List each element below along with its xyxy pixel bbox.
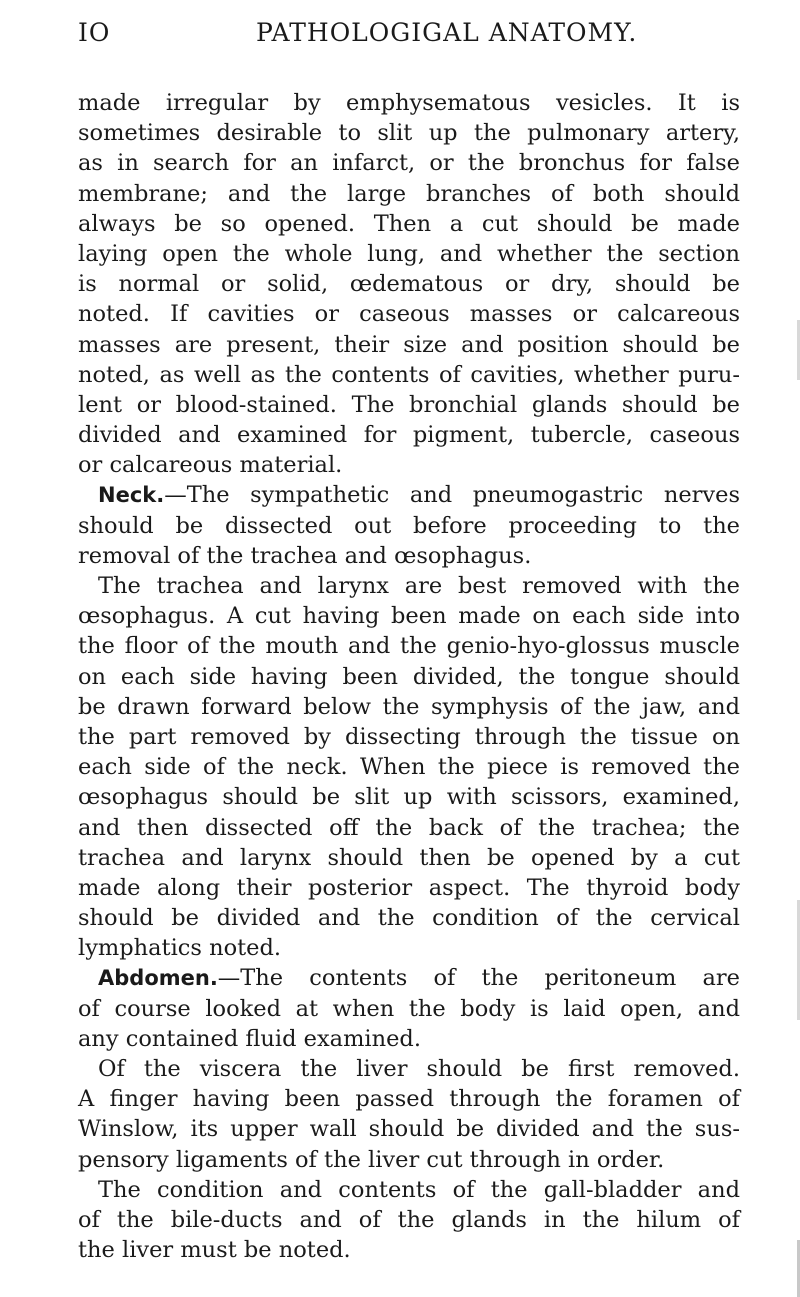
text-line: made irregular by emphysematous vesicles. It is	[78, 90, 740, 116]
text-line: or calcareous material.	[78, 452, 343, 479]
text-line: Winslow, its upper wall should be divided and the sus-	[78, 1116, 740, 1143]
text-line: œsophagus should be slit up with scissors, examined,	[78, 784, 740, 811]
text-line: each side of the neck. When the piece is removed the	[78, 754, 740, 781]
text-line: is normal or solid, œdematous or dry, should be	[78, 271, 740, 298]
text-line: laying open the whole lung, and whether the section	[78, 240, 740, 267]
text-line: the liver must be noted.	[78, 1237, 351, 1264]
text-line: noted. If cavities or caseous masses or calcareous	[78, 301, 740, 328]
text-line: be drawn forward below the symphysis of the jaw, and	[78, 693, 740, 720]
running-head	[78, 18, 738, 52]
text-line: and then dissected off the back of the trachea; the	[78, 814, 740, 841]
text-line: masses are present, their size and position should be	[78, 331, 740, 358]
text-line: removal of the trachea and œsophagus.	[78, 542, 532, 569]
text-line: The condition and contents of the gall-bladder and	[98, 1176, 740, 1203]
section-heading-neck: Neck.	[98, 483, 165, 508]
text-line: pensory ligaments of the liver cut through in order.	[78, 1146, 665, 1173]
body-text	[78, 88, 740, 1265]
text-line: divided and examined for pigment, tubercle, caseous	[78, 422, 740, 449]
neck-section-first-line	[78, 480, 740, 510]
text-line: the floor of the mouth and the genio-hyo-glossus muscle	[78, 633, 740, 660]
text-line: made along their posterior aspect. The thyroid body	[78, 874, 740, 901]
text-line: any contained fluid examined.	[78, 1025, 421, 1052]
text-line: œsophagus. A cut having been made on each side into	[78, 603, 740, 630]
text-line: always be so opened. Then a cut should be made	[78, 210, 740, 237]
text-line: The trachea and larynx are best removed with the	[98, 573, 740, 599]
text-line: Of the viscera the liver should be first removed.	[98, 1056, 740, 1082]
text-line: lent or blood-stained. The bronchial glands should be	[78, 391, 740, 418]
text-line: membrane; and the large branches of both should	[78, 180, 740, 207]
text-line: of the bile-ducts and of the glands in the hilum of	[78, 1206, 740, 1233]
text-line: on each side having been divided, the tongue should	[78, 663, 740, 690]
text-line: of course looked at when the body is laid open, and	[78, 995, 740, 1022]
text-line-fragment: —The contents of the peritoneum are	[217, 965, 740, 992]
page-number: IO	[78, 18, 111, 47]
text-line: A finger having been passed through the foramen of	[78, 1086, 740, 1113]
text-line: trachea and larynx should then be opened by a cut	[78, 844, 740, 871]
running-head-title: PATHOLOGIGAL ANATOMY.	[256, 18, 638, 47]
text-line: the part removed by dissecting through the tissue on	[78, 723, 740, 750]
abdomen-section-first-line	[78, 963, 740, 993]
text-line: should be dissected out before proceeding to the	[78, 512, 740, 539]
section-heading-abdomen: Abdomen.	[98, 966, 218, 991]
text-line: as in search for an infarct, or the bronchus for false	[78, 150, 740, 177]
text-line-fragment: —The sympathetic and pneumogastric nerves	[164, 482, 740, 509]
text-line: noted, as well as the contents of cavities, whether puru-	[78, 361, 740, 388]
text-line: should be divided and the condition of the cervical	[78, 905, 740, 932]
text-line: lymphatics noted.	[78, 935, 282, 962]
text-line: sometimes desirable to slit up the pulmonary artery,	[78, 120, 740, 147]
